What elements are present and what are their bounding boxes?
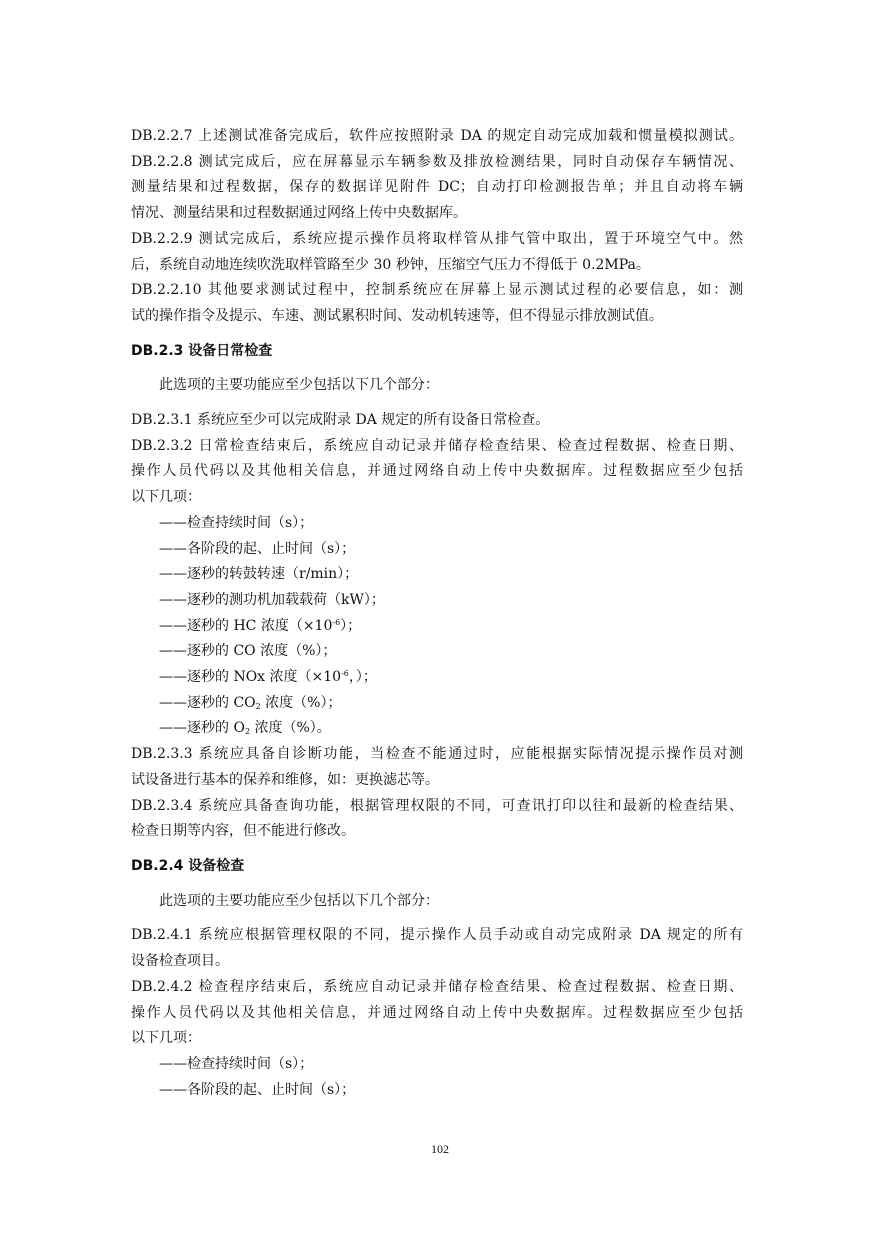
paragraph-db-2-2-9-line1: DB.2.2.9 测试完成后，系统应提示操作员将取样管从排气管中取出，置于环境空气中。然 [131, 230, 743, 247]
list-item-text: 浓度（%）； [260, 694, 342, 711]
paragraph-db-2-3-4-line2: 检查日期等内容，但不能进行修改。 [131, 823, 355, 840]
paragraph-db-2-2-8-line2: 测量结果和过程数据，保存的数据详见附件 DC；自动打印检测报告单；并且自动将车辆 [131, 179, 743, 196]
list-item [131, 716, 743, 742]
page-number: 102 [431, 1142, 449, 1156]
paragraph-db-2-4-2-line1: DB.2.4.2 检查程序结束后，系统应自动记录并储存检查结果、检查过程数据、检查日期、 [131, 978, 743, 995]
subscript: 2 [244, 727, 251, 737]
section-heading-db-2-4: DB.2.4 设备检查 [131, 857, 245, 874]
list-item-text: ——逐秒的 HC 浓度（×10 [159, 617, 333, 634]
paragraph-db-2-3-3-line1: DB.2.3.3 系统应具备自诊断功能，当检查不能通过时，应能根据实际情况提示操作员对测 [131, 746, 743, 763]
list-item: ——检查持续时间（s）； [159, 1055, 314, 1072]
paragraph-db-2-2-9-line2: 后，系统自动地连续吹洗取样管路至少 30 秒钟，压缩空气压力不得低于 0.2MPa。 [131, 256, 650, 273]
list-item-text: ——逐秒的 NOx 浓度（×10 [159, 669, 342, 686]
list-item-text: ——逐秒的 CO [159, 694, 256, 711]
paragraph-db-2-4-1-line1: DB.2.4.1 系统应根据管理权限的不同，提示操作人员手动或自动完成附录 DA 规定的所有 [131, 927, 743, 944]
list-item: ——逐秒的 CO 浓度（%）； [159, 643, 337, 660]
paragraph-db-2-2-10-line2: 试的操作指令及提示、车速、测试累积时间、发动机转速等，但不得显示排放测试值。 [131, 307, 663, 324]
superscript: -6 [341, 669, 349, 679]
paragraph-db-2-4-2-line2: 操作人员代码以及其他相关信息，并通过网络自动上传中央数据库。过程数据应至少包括 [131, 1004, 743, 1021]
list-item: ——检查持续时间（s）； [159, 514, 314, 531]
subscript: 2 [255, 701, 261, 711]
paragraph-db-2-3-2-line3: 以下几项： [131, 489, 201, 506]
list-item: ——各阶段的起、止时间（s）； [159, 540, 356, 557]
paragraph-db-2-2-10-line1: DB.2.2.10 其他要求测试过程中，控制系统应在屏幕上显示测试过程的必要信息，如：测 [131, 282, 743, 299]
section-heading-db-2-3: DB.2.3 设备日常检查 [131, 342, 273, 359]
paragraph-db-2-4-1-line2: 设备检查项目。 [131, 953, 229, 970]
list-item: ——逐秒的测功机加载载荷（kW）； [159, 591, 385, 608]
paragraph-db-2-3-4-line1: DB.2.3.4 系统应具备查询功能，根据管理权限的不同，可查讯打印以往和最新的检查结果、 [131, 797, 743, 814]
list-item: ——逐秒的转鼓转速（r/min）； [159, 566, 359, 583]
list-item: ——各阶段的起、止时间（s）； [159, 1081, 356, 1098]
paragraph-db-2-3-2-line1: DB.2.3.2 日常检查结束后，系统应自动记录并储存检查结果、检查过程数据、检查日期、 [131, 437, 743, 454]
list-item-text: 浓度（%）。 [250, 720, 331, 737]
paragraph-db-2-3-3-line2: 试设备进行基本的保养和维修，如：更换滤芯等。 [131, 771, 439, 788]
list-item-text: ——逐秒的 O [159, 720, 245, 737]
paragraph-db-2-3-2-line2: 操作人员代码以及其他相关信息，并通过网络自动上传中央数据库。过程数据应至少包括 [131, 463, 743, 480]
list-item [131, 665, 743, 691]
paragraph-db-2-2-7: DB.2.2.7 上述测试准备完成后，软件应按照附录 DA 的规定自动完成加载和惯量模拟测试。 [131, 128, 743, 144]
list-item-text: ，）； [348, 669, 377, 686]
list-item [131, 614, 743, 640]
superscript: -6 [332, 617, 341, 627]
paragraph-db-2-4-2-line3: 以下几项： [131, 1030, 201, 1047]
paragraph-db-2-3-1: DB.2.3.1 系统应至少可以完成附录 DA 规定的所有设备日常检查。 [131, 412, 550, 429]
list-item [131, 691, 743, 717]
section-intro-db-2-3: 此选项的主要功能应至少包括以下几个部分： [159, 377, 439, 394]
paragraph-db-2-2-8-line3: 情况、测量结果和过程数据通过网络上传中央数据库。 [131, 205, 467, 222]
list-item-text: ）； [340, 617, 362, 634]
paragraph-db-2-2-8-line1: DB.2.2.8 测试完成后，应在屏幕显示车辆参数及排放检测结果，同时自动保存车辆情况、 [131, 153, 743, 170]
section-intro-db-2-4: 此选项的主要功能应至少包括以下几个部分： [159, 892, 439, 909]
document-page [131, 124, 743, 1103]
